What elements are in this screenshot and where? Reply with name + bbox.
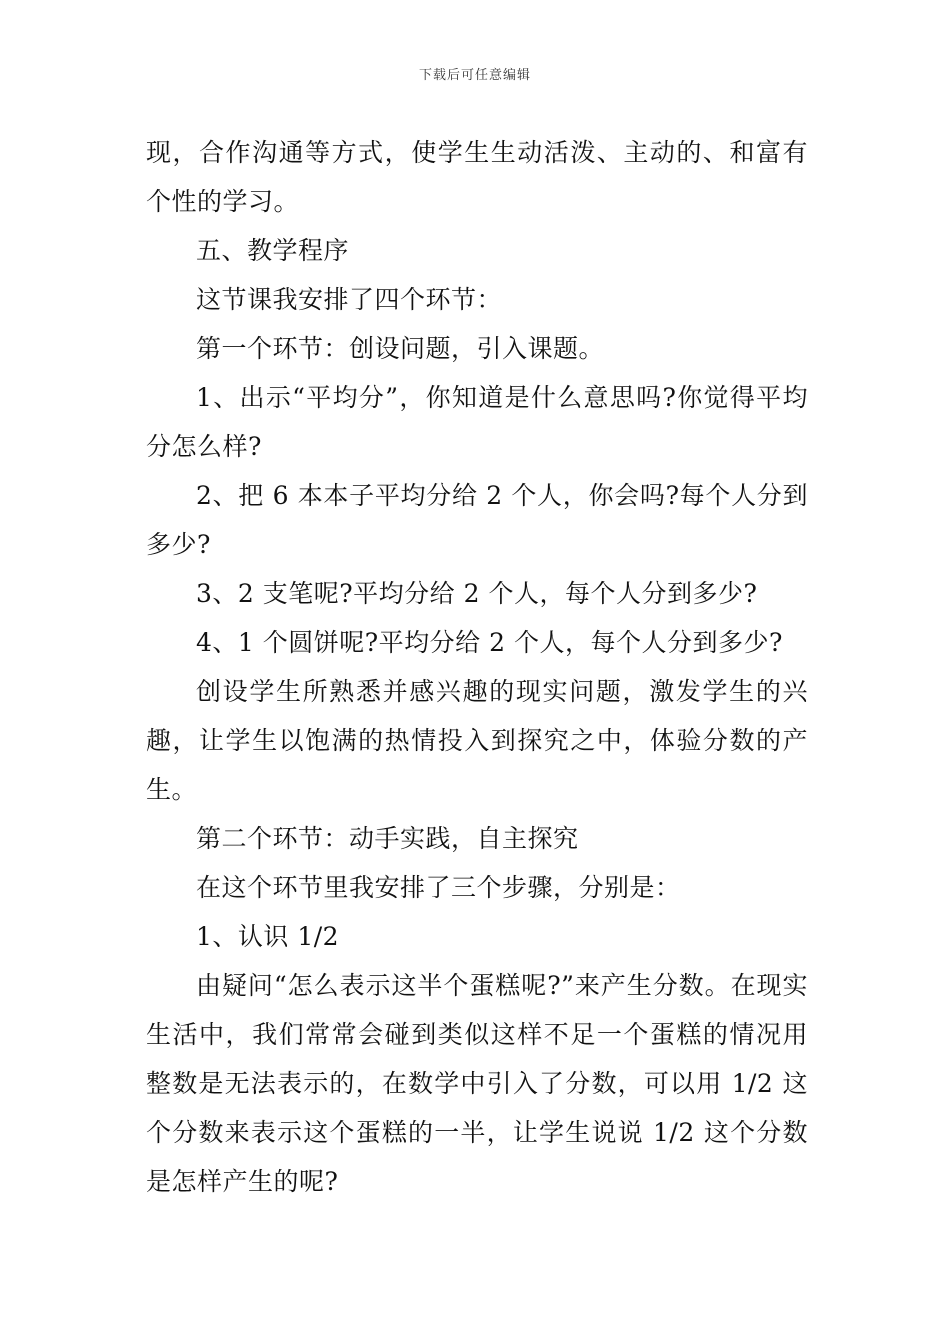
question-item-3: 3、2 支笔呢?平均分给 2 个人，每个人分到多少? (196, 579, 758, 608)
paragraph-three-steps: 在这个环节里我安排了三个步骤，分别是： (196, 873, 681, 902)
step-one-heading: 1、认识 1/2 (196, 922, 340, 951)
paragraph-continuation: 现，合作沟通等方式，使学生生动活泼、主动的、和富有个性的学习。 (146, 138, 808, 216)
paragraph-motivation: 创设学生所熟悉并感兴趣的现实问题，激发学生的兴趣，让学生以饱满的热情投入到探究之中，体验分数的产生。 (146, 677, 808, 804)
header-note: 下载后可任意编辑 (418, 68, 531, 83)
stage-two-heading: 第二个环节：动手实践，自主探究 (196, 824, 579, 853)
document-body (146, 128, 808, 1206)
stage-one-heading: 第一个环节：创设问题，引入课题。 (196, 334, 605, 363)
question-item-2: 2、把 6 本本子平均分给 2 个人，你会吗?每个人分到多少? (146, 481, 808, 559)
question-item-1: 1、出示“平均分”，你知道是什么意思吗?你觉得平均分怎么样? (146, 383, 808, 461)
question-item-4: 4、1 个圆饼呢?平均分给 2 个人，每个人分到多少? (196, 628, 783, 657)
paragraph-four-stages: 这节课我安排了四个环节： (196, 285, 503, 314)
section-heading-teaching-procedure: 五、教学程序 (196, 236, 350, 265)
paragraph-half-cake: 由疑问“怎么表示这半个蛋糕呢?”来产生分数。在现实生活中，我们常常会碰到类似这样不足一个蛋糕的情况用整数是无法表示的，在数学中引入了分数，可以用 1/2 这个分数来表示这个蛋糕的一半，让学生说说 1/2 这个分数是怎样产生的呢? (146, 971, 808, 1196)
